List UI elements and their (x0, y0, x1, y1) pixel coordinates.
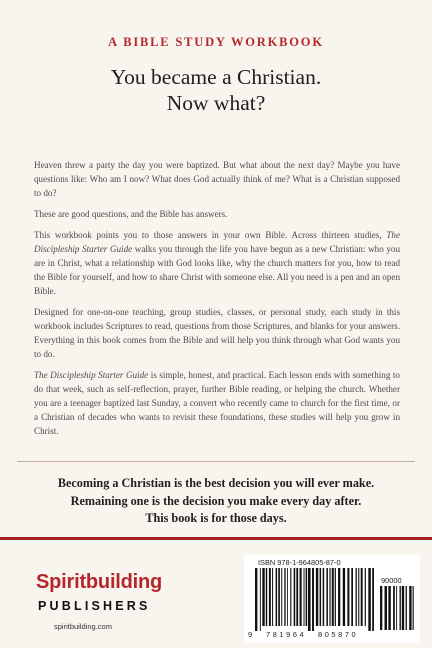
price-addon-number: 90000 (381, 576, 402, 585)
barcode-digits-left: 781964 (266, 630, 307, 639)
body-paragraph-2: These are good questions, and the Bible has answers. (34, 209, 228, 219)
publisher-logo-sub: PUBLISHERS (38, 599, 151, 613)
headline-line-1: You became a Christian. (110, 65, 322, 89)
publisher-logo-name: Spiritbuilding (36, 571, 163, 593)
body-text: This workbook points you to those answers in your own Bible. Across thirteen studies, (34, 230, 387, 240)
publisher-url: spiritbuilding.com (54, 622, 112, 631)
ean-barcode-icon (255, 568, 375, 632)
book-title-italic: The Discipleship Starter Guide (34, 370, 149, 380)
body-paragraph-1: Heaven threw a party the day you were baptized. But what about the next day? Maybe you have questions like: Who am I now? What does God actually think of me? What is a Christian supposed to do? (34, 160, 400, 198)
tagline-line-2: Remaining one is the decision you make every day after. (70, 493, 362, 508)
headline-line-2: Now what? (166, 91, 266, 115)
tagline-line-3: This book is for those days. (145, 511, 287, 525)
series-kicker: A BIBLE STUDY WORKBOOK (108, 35, 324, 49)
barcode-digits-right: 805870 (318, 630, 359, 639)
divider (17, 461, 415, 462)
tagline (0, 475, 432, 528)
body-text: walks you through the life you have begun as a new Christian: who you are in Christ, what a relationship with God looks like, why the church matters for you, how to read the Bible for yourself, and how to share Christ with someone else. All you need is a pen and an open Bible. (34, 244, 400, 296)
description-body (34, 158, 400, 445)
body-paragraph-5 (34, 368, 400, 438)
body-text: is simple, honest, and practical. Each lesson ends with something to do that week, such as self-reflection, prayer, further Bible reading, or helping the church. Whether you are a teenager baptized last Sunday, a convert who recently came to church for the first time, or a Christian of decades who wants to revisit these foundations, these studies will help you grow in Christ. (34, 370, 400, 436)
addon-barcode-icon (380, 586, 414, 632)
barcode-digit-first: 9 (248, 630, 253, 639)
red-rule (0, 537, 432, 540)
body-paragraph-3 (34, 228, 400, 298)
tagline-line-1: Becoming a Christian is the best decision you will ever make. (57, 476, 375, 490)
isbn-text: ISBN 978-1-964805-87-0 (258, 558, 341, 567)
book-title-italic: The Discipleship Starter Guide (34, 230, 400, 254)
headline (0, 64, 432, 116)
body-paragraph-4: Designed for one-on-one teaching, group studies, classes, or personal study, each study in this workbook includes Scriptures to read, questions from those Scriptures, and blanks for your answers. Everything in this book comes from the Bible and will help you think through what God wants you to do. (34, 307, 400, 359)
